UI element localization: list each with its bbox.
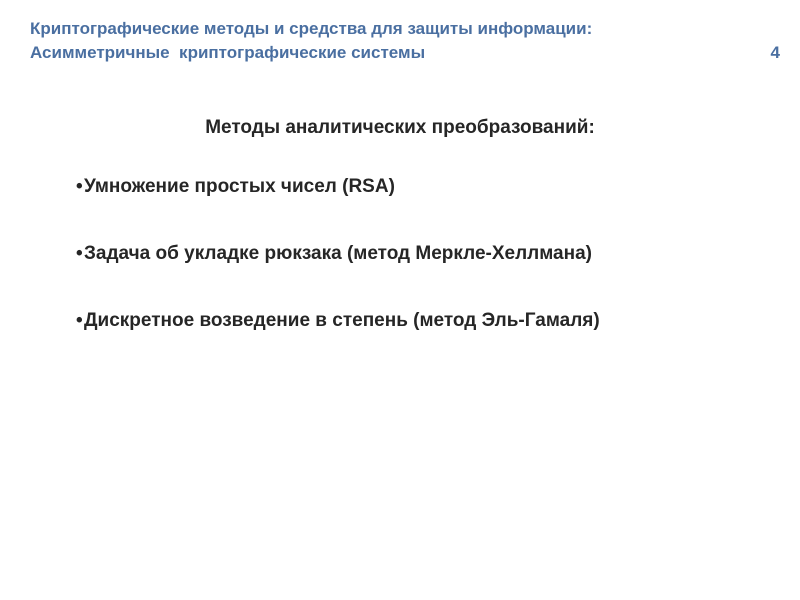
slide-header: [30, 17, 780, 65]
bullet-item: [76, 243, 600, 265]
bullet-marker: •: [76, 176, 83, 197]
header-title-line-2: Асимметричные криптографические системы: [30, 43, 426, 62]
page-number: 4: [770, 43, 780, 62]
bullet-item: [76, 310, 600, 332]
bullet-list: [76, 176, 600, 377]
bullet-item: [76, 176, 600, 198]
content-title: Методы аналитических преобразований:: [205, 117, 595, 138]
bullet-marker: •: [76, 243, 83, 264]
bullet-text: Задача об укладке рюкзака (метод Меркле-Хеллмана): [84, 243, 592, 264]
header-title-line-1: Криптографические методы и средства для защиты информации:: [30, 19, 593, 38]
bullet-text: Умножение простых чисел (RSA): [84, 176, 395, 197]
bullet-marker: •: [76, 310, 83, 331]
bullet-text: Дискретное возведение в степень (метод Эль-Гамаля): [84, 310, 600, 331]
